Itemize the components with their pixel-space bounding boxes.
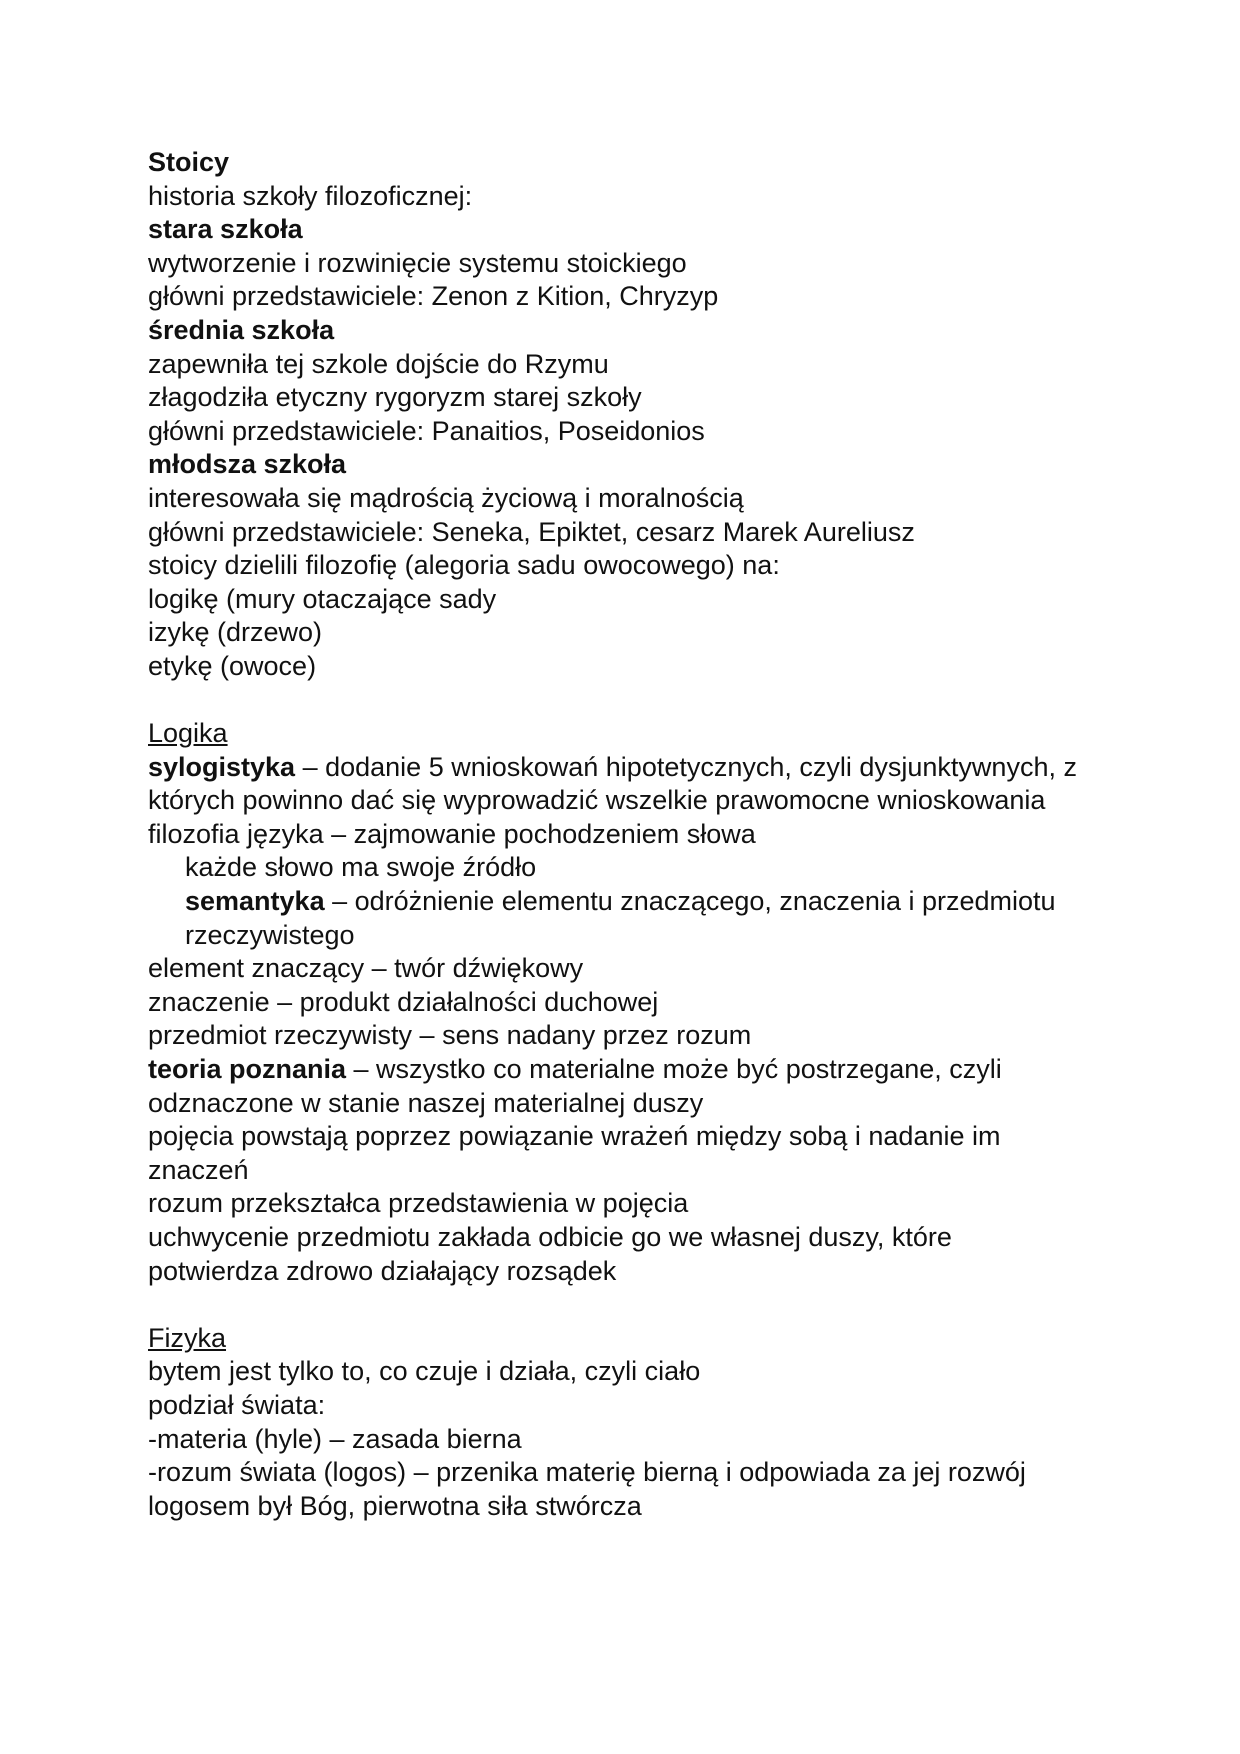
semantics-definition: – odróżnienie elementu znaczącego, znaczenia i przedmiotu rzeczywistego [185, 886, 1056, 950]
grasp-paragraph: uchwycenie przedmiotu zakłada odbicie go we własnej duszy, które potwierdza zdrowo działający rozsądek [148, 1222, 952, 1286]
theory-definition: – wszystko co materialne może być postrzegane, czyli odznaczone w stanie naszej materialnej duszy [148, 1054, 1002, 1118]
word-source-line: każde słowo ma swoje źródło [185, 852, 537, 883]
semantics-paragraph [148, 885, 1088, 952]
paragraph-gap [148, 1288, 1088, 1322]
sylogistyka-term: sylogistyka [148, 751, 296, 782]
logic-heading: Logika [148, 718, 228, 749]
logic-line: element znaczący – twór dźwiękowy [148, 953, 584, 984]
young-school-heading: młodsza szkoła [148, 449, 347, 480]
matter-line: -materia (hyle) – zasada bierna [148, 1423, 522, 1454]
logic-line: znaczenie – produkt działalności duchowej [148, 986, 659, 1017]
being-line: bytem jest tylko to, co czuje i działa, czyli ciało [148, 1356, 701, 1387]
young-school-line: etykę (owoce) [148, 650, 317, 681]
middle-school-heading: średnia szkoła [148, 314, 335, 345]
concepts-paragraph: pojęcia powstają poprzez powiązanie wrażeń między sobą i nadanie im znaczeń [148, 1121, 1001, 1185]
logic-line: przedmiot rzeczywisty – sens nadany przez rozum [148, 1020, 752, 1051]
theory-term: teoria poznania [148, 1054, 347, 1085]
young-school-line: stoicy dzielili filozofię (alegoria sadu owocowego) na: [148, 550, 780, 581]
sylogistyka-definition: – dodanie 5 wnioskowań hipotetycznych, czyli dysjunktywnych, z których powinno dać się wyprowadzić wszelkie prawomocne wnioskowania [148, 751, 1077, 816]
middle-school-line: złagodziła etyczny rygoryzm starej szkoły [148, 382, 642, 413]
young-school-line: interesowała się mądrością życiową i moralnością [148, 482, 744, 513]
old-school-line: główni przedstawiciele: Zenon z Kition, Chryzyp [148, 281, 719, 312]
intro-line: historia szkoły filozoficznej: [148, 180, 473, 211]
world-reason-paragraph: -rozum świata (logos) – przenika materię bierną i odpowiada za jej rozwój [148, 1457, 1026, 1488]
reason-line: rozum przekształca przedstawienia w pojęcia [148, 1188, 689, 1219]
physics-heading: Fizyka [148, 1322, 227, 1353]
division-line: podział świata: [148, 1389, 326, 1420]
young-school-line: główni przedstawiciele: Seneka, Epiktet, cesarz Marek Aureliusz [148, 516, 915, 547]
old-school-heading: stara szkoła [148, 214, 303, 245]
logos-god-line: logosem był Bóg, pierwotna siła stwórcza [148, 1490, 642, 1521]
language-philosophy-line: filozofia języka – zajmowanie pochodzeniem słowa [148, 818, 756, 849]
middle-school-line: zapewniła tej szkole dojście do Rzymu [148, 348, 609, 379]
middle-school-line: główni przedstawiciele: Panaitios, Poseidonios [148, 415, 705, 446]
document-body [148, 146, 1088, 1523]
theory-paragraph [148, 1053, 1088, 1120]
sylogistyka-paragraph [148, 751, 1088, 818]
young-school-line: izykę (drzewo) [148, 617, 323, 648]
young-school-line: logikę (mury otaczające sady [148, 583, 497, 614]
document-title: Stoicy [148, 147, 230, 177]
paragraph-gap [148, 684, 1088, 718]
semantics-term: semantyka [185, 886, 325, 917]
old-school-line: wytworzenie i rozwinięcie systemu stoickiego [148, 247, 687, 278]
